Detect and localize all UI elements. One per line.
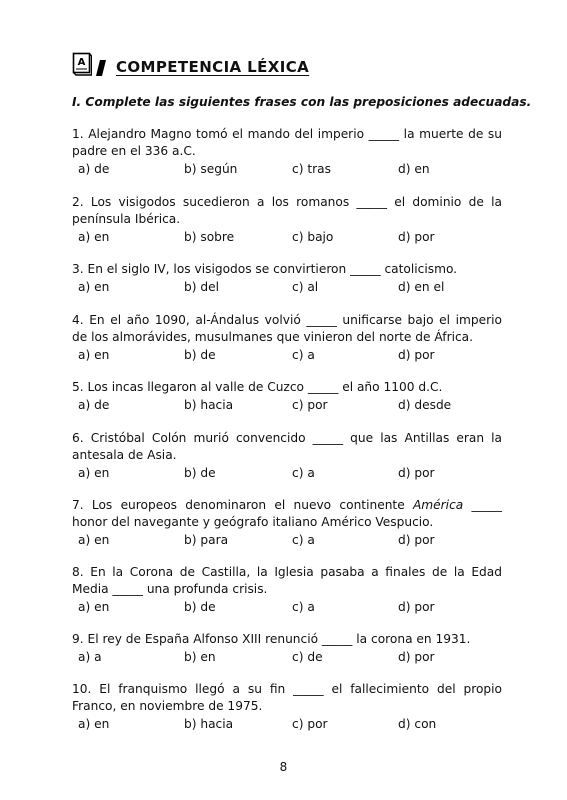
question-2 <box>72 194 502 246</box>
options-row <box>72 465 502 482</box>
option-d: d) desde <box>398 398 452 412</box>
question-text-start: 7. Los europeos denominaron el nuevo continente <box>72 498 413 512</box>
question-text: 3. En el siglo IV, los visigodos se convirtieron _____ catolicismo. <box>72 262 458 276</box>
option-b: b) hacia <box>184 717 234 731</box>
question-7 <box>72 497 502 549</box>
option-d: d) por <box>398 230 435 244</box>
question-5 <box>72 379 502 414</box>
option-c: c) por <box>292 717 328 731</box>
option-c: c) por <box>292 398 328 412</box>
option-c: c) al <box>292 280 319 294</box>
question-text: 8. En la Corona de Castilla, la Iglesia pasaba a finales de la Edad Media _____ una profunda crisis. <box>72 565 502 596</box>
options-row <box>72 716 502 733</box>
question-text: 10. El franquismo llegó a su fin _____ el fallecimiento del propio Franco, en noviembre de 1975. <box>72 682 502 713</box>
question-text <box>72 497 502 531</box>
question-10 <box>72 681 502 733</box>
option-d: d) por <box>398 600 435 614</box>
question-text: 2. Los visigodos sucedieron a los romanos _____ el dominio de la península Ibérica. <box>72 195 502 226</box>
options-row <box>72 532 502 549</box>
question-9 <box>72 631 502 666</box>
question-text: 9. El rey de España Alfonso XIII renunció _____ la corona en 1931. <box>72 632 471 646</box>
page-number: 8 <box>279 760 288 774</box>
option-a: a) en <box>78 348 110 362</box>
option-d: d) en <box>398 162 430 176</box>
options-row <box>72 229 502 246</box>
section-title: COMPETENCIA LÉXICA <box>116 58 310 76</box>
option-b: b) sobre <box>184 230 235 244</box>
option-b: b) según <box>184 162 238 176</box>
option-a: a) de <box>78 162 110 176</box>
option-a: a) en <box>78 466 110 480</box>
question-6 <box>72 430 502 482</box>
options-row <box>72 649 502 666</box>
option-c: c) de <box>292 650 323 664</box>
question-text-end: _____ honor del navegante y geógrafo italiano Américo Vespucio. <box>72 498 502 529</box>
option-a: a) en <box>78 600 110 614</box>
instruction: I. Complete las siguientes frases con las preposiciones adecuadas. <box>72 95 532 109</box>
option-b: b) de <box>184 600 216 614</box>
option-b: b) de <box>184 466 216 480</box>
question-text: 6. Cristóbal Colón murió convencido _____ que las Antillas eran la antesala de Asia. <box>72 431 502 462</box>
question-3 <box>72 261 502 296</box>
option-a: a) en <box>78 533 110 547</box>
option-d: d) en el <box>398 280 445 294</box>
option-d: d) por <box>398 348 435 362</box>
option-a: a) de <box>78 398 110 412</box>
option-a: a) en <box>78 280 110 294</box>
option-d: d) por <box>398 466 435 480</box>
slash-mark <box>96 60 106 76</box>
question-text: 4. En el año 1090, al-Ándalus volvió _____ unificarse bajo el imperio de los almorávides, musulmanes que vinieron del norte de África. <box>72 313 502 344</box>
options-row <box>72 161 502 178</box>
option-c: c) a <box>292 533 315 547</box>
question-8 <box>72 564 502 616</box>
option-a: a) a <box>78 650 102 664</box>
option-c: c) bajo <box>292 230 334 244</box>
option-d: d) por <box>398 650 435 664</box>
book-icon <box>72 52 92 76</box>
question-text: 1. Alejandro Magno tomó el mando del imperio _____ la muerte de su padre en el 336 a.C. <box>72 127 502 158</box>
option-b: b) para <box>184 533 229 547</box>
question-1 <box>72 126 502 178</box>
option-b: b) del <box>184 280 219 294</box>
option-b: b) hacia <box>184 398 234 412</box>
question-4 <box>72 312 502 364</box>
options-row <box>72 397 502 414</box>
option-c: c) a <box>292 466 315 480</box>
section-header <box>72 50 502 80</box>
option-a: a) en <box>78 717 110 731</box>
question-text: 5. Los incas llegaron al valle de Cuzco _____ el año 1100 d.C. <box>72 380 443 394</box>
options-row <box>72 347 502 364</box>
option-b: b) en <box>184 650 216 664</box>
option-c: c) a <box>292 348 315 362</box>
book-icon-letter: A <box>77 57 86 68</box>
option-b: b) de <box>184 348 216 362</box>
options-row <box>72 279 502 296</box>
option-a: a) en <box>78 230 110 244</box>
option-c: c) a <box>292 600 315 614</box>
option-c: c) tras <box>292 162 331 176</box>
option-d: d) por <box>398 533 435 547</box>
option-d: d) con <box>398 717 437 731</box>
options-row <box>72 599 502 616</box>
question-text-italic: América <box>412 498 464 512</box>
